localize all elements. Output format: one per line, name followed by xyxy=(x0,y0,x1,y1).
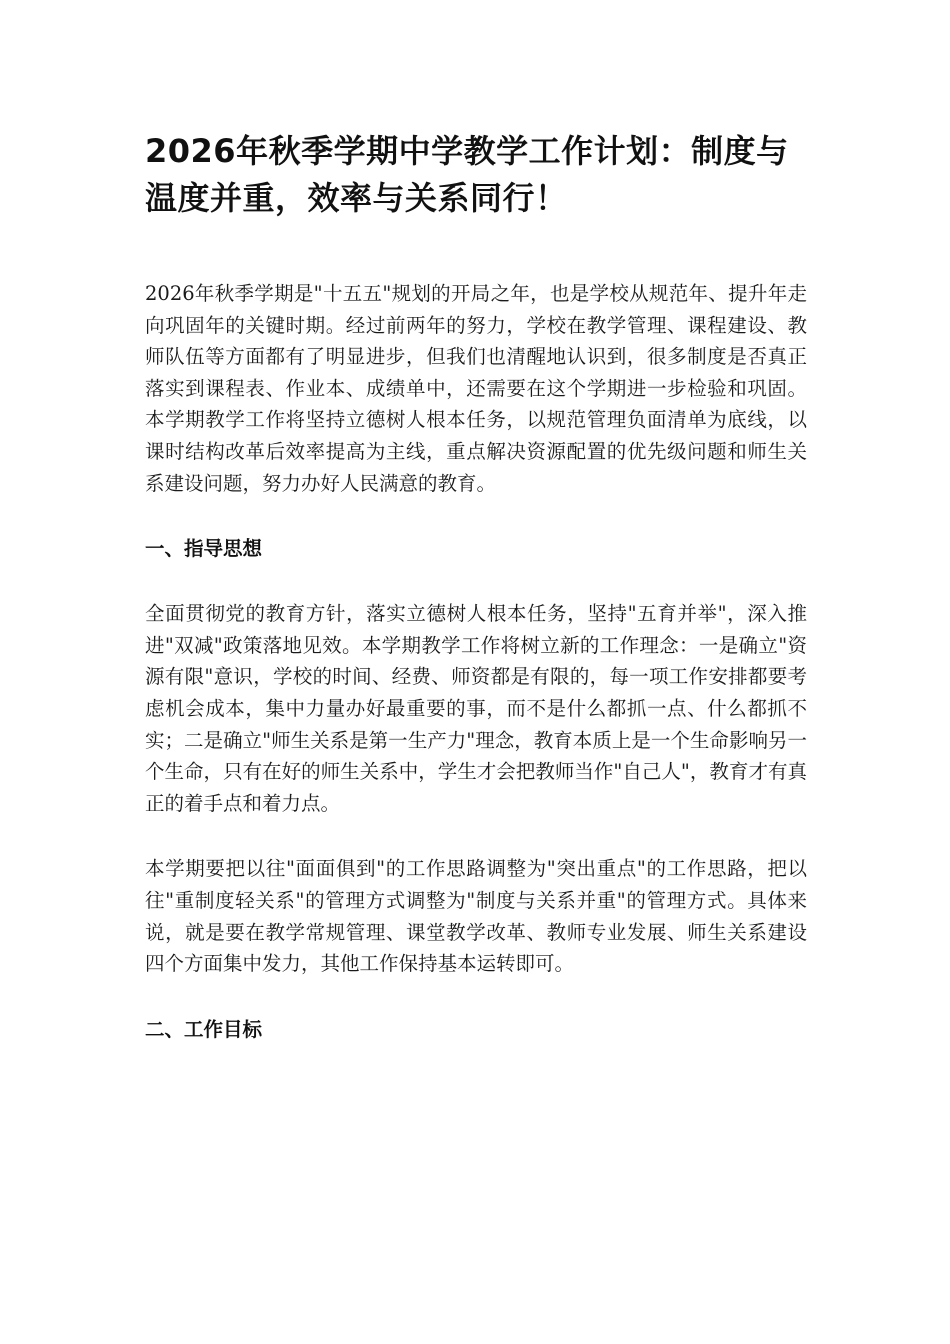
section-1-paragraph-2: 本学期要把以往"面面俱到"的工作思路调整为"突出重点"的工作思路，把以往"重制度轻关系"的管理方式调整为"制度与关系并重"的管理方式。具体来说，就是要在教学常规管理、课堂教学改革、教师专业发展、师生关系建设四个方面集中发力，其他工作保持基本运转即可。 xyxy=(145,857,807,976)
section-heading-work-goals: 二、工作目标 xyxy=(145,1017,263,1041)
section-heading-guiding-ideology: 一、指导思想 xyxy=(145,537,263,561)
section-1-paragraph-1: 全面贯彻党的教育方针，落实立德树人根本任务，坚持"五育并举"，深入推进"双减"政策落地见效。本学期教学工作将树立新的工作理念：一是确立"资源有限"意识，学校的时间、经费、师资都是有限的，每一项工作安排都要考虑机会成本，集中力量办好最重要的事，而不是什么都抓一点、什么都抓不实；二是确立"师生关系是第一生产力"理念，教育本质上是一个生命影响另一个生命，只有在好的师生关系中，学生才会把教师当作"自己人"，教育才有真正的着手点和着力点。 xyxy=(145,602,807,815)
document-page xyxy=(145,128,807,1045)
intro-paragraph: 2026年秋季学期是"十五五"规划的开局之年，也是学校从规范年、提升年走向巩固年的关键时期。经过前两年的努力，学校在教学管理、课程建设、教师队伍等方面都有了明显进步，但我们也清醒地认识到，很多制度是否真正落实到课程表、作业本、成绩单中，还需要在这个学期进一步检验和巩固。本学期教学工作将坚持立德树人根本任务，以规范管理负面清单为底线，以课时结构改革后效率提高为主线，重点解决资源配置的优先级问题和师生关系建设问题，努力办好人民满意的教育。 xyxy=(145,282,807,495)
document-title: 2026年秋季学期中学教学工作计划：制度与温度并重，效率与关系同行！ xyxy=(145,132,789,217)
